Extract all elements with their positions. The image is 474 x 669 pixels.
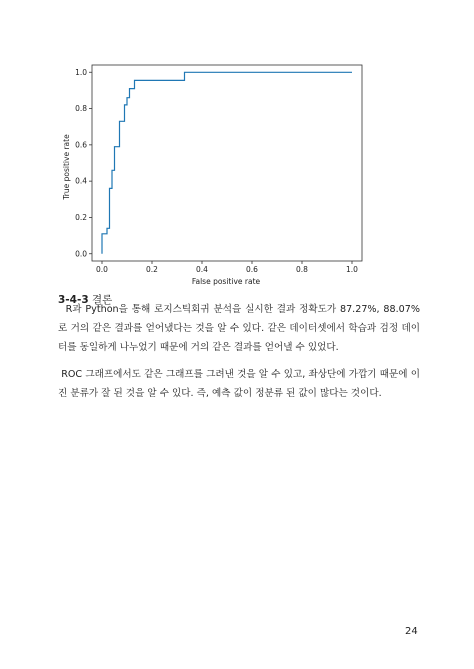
x-tick-label: 0.2 (146, 265, 158, 274)
paragraph-1-text-a: R과 Python을 통해 로지스틱회귀 분석을 실시한 결과 정확도가 (65, 304, 340, 315)
section-number: 3-4-3 (58, 294, 89, 306)
x-tick-label: 0.4 (196, 265, 208, 274)
paragraph-1-text-c: 로 거의 같은 결과를 얻어냈다는 것을 알 수 있다. 같은 데이터셋에서 학습과 검정 데이터를 동일하게 나누었기 때문에 거의 같은 결과를 얻어낼 수 있었다. (58, 323, 420, 353)
x-tick-label: 0.0 (96, 265, 108, 274)
roc-chart-svg (55, 56, 365, 291)
page-number: 24 (405, 626, 418, 637)
paragraph-2-text-a: ROC (61, 369, 83, 380)
conclusion-paragraph-2 (58, 365, 420, 403)
y-tick-label: 0.0 (75, 249, 87, 259)
y-tick-label: 0.6 (75, 140, 87, 150)
y-tick-label: 0.2 (75, 213, 87, 223)
roc-chart (55, 56, 365, 291)
y-tick-label: 0.4 (75, 176, 87, 186)
conclusion-paragraph-1 (58, 300, 420, 357)
accuracy-values: 87.27%, 88.07% (339, 304, 420, 315)
y-axis-label: True positive rate (62, 134, 71, 200)
roc-curve (102, 72, 352, 253)
y-tick-label: 0.8 (75, 104, 87, 114)
y-tick-label: 1.0 (75, 67, 87, 77)
section-title: 결론 (91, 294, 113, 306)
x-tick-label: 1.0 (346, 265, 358, 274)
paragraph-2-text-c: 그래프에서도 같은 그래프를 그려낸 것을 알 수 있고, 좌상단에 가깝기 때문에 이진 분류가 잘 된 것을 알 수 있다. 즉, 예측 값이 정분류 된 값이 많다는 것이다. (58, 369, 420, 399)
x-axis-label: False positive rate (191, 277, 261, 286)
x-tick-label: 0.8 (296, 265, 308, 274)
x-tick-label: 0.6 (246, 265, 258, 274)
plot-frame (92, 65, 362, 261)
